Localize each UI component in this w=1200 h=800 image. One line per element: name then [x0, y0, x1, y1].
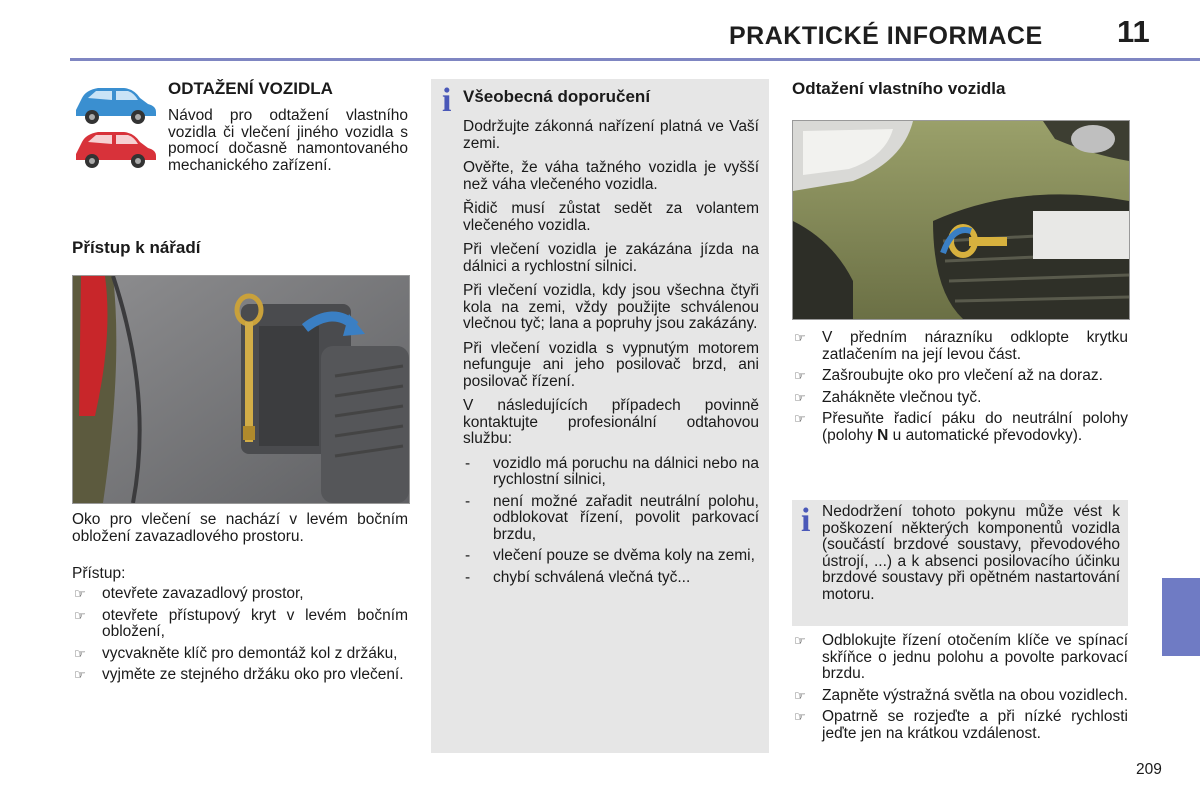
list-item: ☞ Zašroubujte oko pro vlečení až na doraz. — [794, 367, 1103, 384]
access-steps-list — [72, 586, 408, 689]
chapter-number: 11 — [1117, 14, 1150, 49]
list-item: ☞ Zahákněte vlečnou tyč. — [794, 388, 982, 406]
pointing-hand-icon: ☞ — [74, 607, 86, 623]
list-item: - vozidlo má poruchu na dálnici nebo na rychlostní silnici, — [465, 454, 759, 488]
pointing-hand-icon: ☞ — [794, 330, 806, 345]
car-icons — [72, 80, 162, 170]
pointing-hand-icon: ☞ — [794, 633, 806, 648]
pointing-hand-icon: ☞ — [74, 586, 86, 601]
trunk-photo — [72, 275, 410, 504]
paragraph: Při vlečení vozidla, kdy jsou všechna čtyři kola na zemi, vždy použijte schválenou vlečnou tyč; lana a popruhy jsou zakázány. — [463, 282, 759, 332]
list-item: ☞ Opatrně se rozjeďte a při nízké rychlosti jeďte jen na krátkou vzdálenost. — [794, 708, 1128, 742]
pointing-hand-icon: ☞ — [74, 645, 86, 661]
paragraph: Při vlečení vozidla je zakázána jízda na dálnici a rychlostní silnici. — [463, 241, 759, 275]
list-item: ☞ Odblokujte řízení otočením klíče ve spínací skříňce o jednu polohu a povolte parkovací brzdu. — [794, 632, 1128, 682]
list-item: ☞ otevřete přístupový kryt v levém bočním obložení, — [74, 606, 408, 640]
photo-caption: Oko pro vlečení se nachází v levém bočním obložení zavazadlového prostoru. — [72, 511, 408, 545]
list-item: ☞ vyjměte ze stejného držáku oko pro vlečení. — [74, 666, 404, 683]
list-item: ☞ otevřete zavazadlový prostor, — [74, 585, 304, 602]
paragraph: Při vlečení vozidla s vypnutým motorem nefunguje ani jeho posilovač brzd, ani posilovač řízení. — [463, 339, 759, 390]
pointing-hand-icon: ☞ — [74, 667, 86, 682]
intro-text: Návod pro odtažení vlastního vozidla či vlečení jiného vozidla s pomocí dočasně namontovaného mechanického zařízení. — [168, 107, 408, 174]
blue-car-icon — [72, 80, 162, 170]
list-item: - vlečení pouze se dvěma koly na zemi, — [465, 547, 755, 564]
pointing-hand-icon: ☞ — [794, 687, 806, 703]
trunk-illustration — [73, 276, 409, 503]
pointing-hand-icon: ☞ — [794, 709, 806, 724]
access-label: Přístup: — [72, 565, 126, 582]
recommendations-text — [463, 119, 759, 591]
paragraph: Dodržujte zákonná nařízení platná ve Vaší zemi. — [463, 118, 759, 152]
paragraph: Řidič musí zůstat sedět za volantem vlečeného vozidla. — [463, 200, 759, 234]
header-rule — [70, 58, 1200, 61]
warning-text: Nedodržení tohoto pokynu může vést k poškození některých komponentů vozidla (součástí brzdové soustavy, převodového ústrojí, ...) a k absenci posilovacího účinku brzdové soustavy při opětném nastartování motoru. — [822, 503, 1120, 603]
access-heading: Přístup k nářadí — [72, 238, 201, 257]
page-header-title: PRAKTICKÉ INFORMACE — [729, 22, 1043, 50]
list-item: ☞ V předním nárazníku odklopte krytku zatlačením na její levou část. — [794, 329, 1128, 363]
chapter-side-tab — [1162, 578, 1200, 656]
page-number: 209 — [1136, 761, 1162, 778]
front-bumper-illustration — [793, 121, 1129, 319]
towing-service-cases — [463, 456, 759, 587]
list-item: ☞ Zapněte výstražná světla na obou vozidlech. — [794, 686, 1128, 704]
right-section-title: Odtažení vlastního vozidla — [792, 79, 1006, 98]
pointing-hand-icon: ☞ — [794, 411, 806, 426]
pointing-hand-icon: ☞ — [794, 368, 806, 383]
final-steps-list — [792, 633, 1128, 747]
section-title: ODTAŽENÍ VOZIDLA — [168, 79, 333, 98]
info-icon: i — [442, 82, 452, 119]
list-item: - není možné zařadit neutrální polohu, odblokovat řízení, povolit parkovací brzdu, — [465, 492, 759, 543]
info-icon: i — [801, 502, 811, 539]
towing-steps-list — [792, 330, 1128, 449]
pointing-hand-icon: ☞ — [794, 389, 806, 405]
list-item: ☞ vycvakněte klíč pro demontáž kol z držáku, — [74, 644, 398, 662]
bumper-photo — [792, 120, 1130, 320]
list-item: ☞ Přesuňte řadicí páku do neutrální polohy (polohy N u automatické převodovky). — [794, 410, 1128, 444]
paragraph: Ověřte, že váha tažného vozidla je vyšší než váha vlečeného vozidla. — [463, 159, 759, 193]
list-item: - chybí schválená vlečná tyč... — [465, 568, 691, 586]
box-title: Všeobecná doporučení — [463, 87, 651, 106]
paragraph: V následujících případech povinně kontaktujte profesionální odtahovou službu: — [463, 397, 759, 447]
